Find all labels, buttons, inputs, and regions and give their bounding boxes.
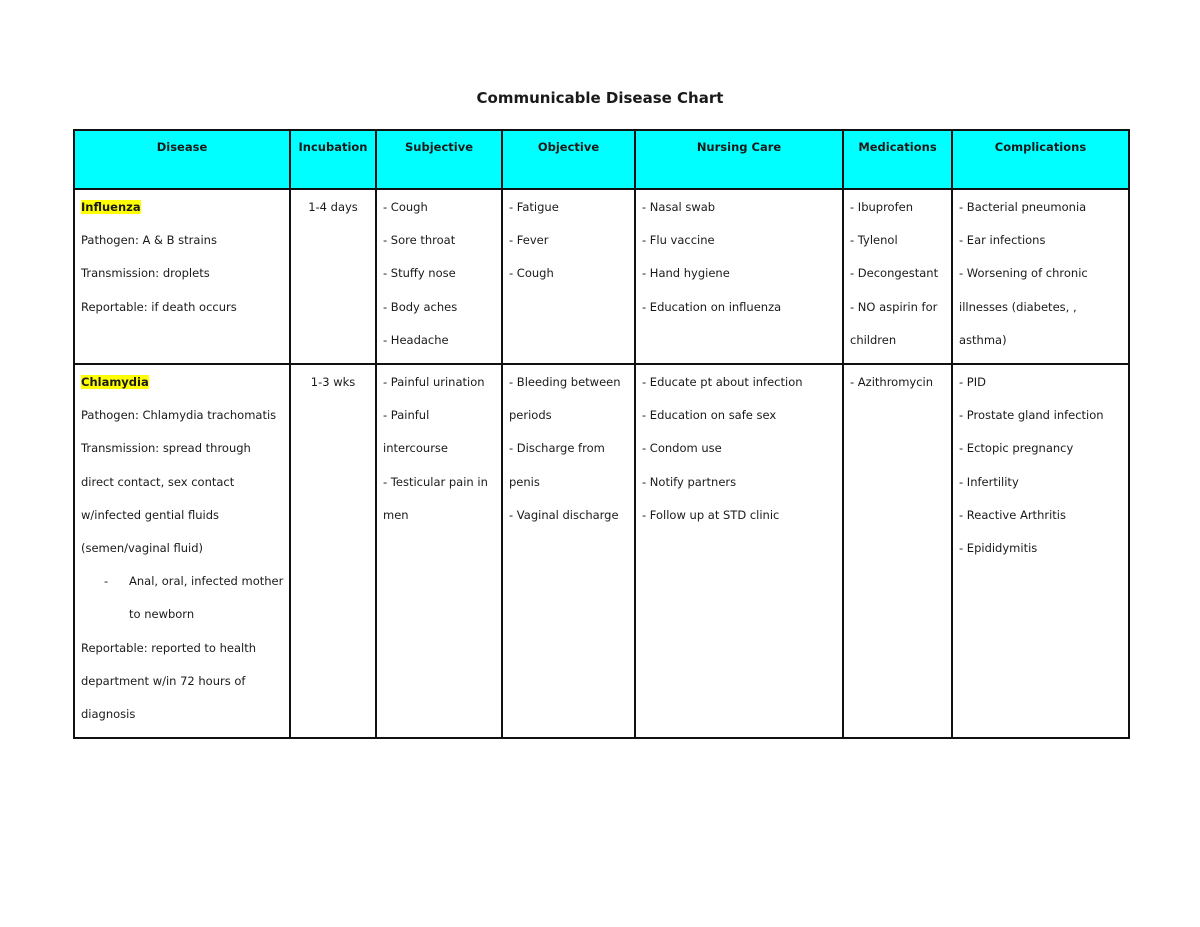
incubation-value: 1-4 days [308, 200, 358, 214]
disease-name: Influenza [81, 200, 141, 214]
disease-cell [74, 189, 290, 364]
medications-cell [843, 364, 952, 738]
disease-detail: Pathogen: A & B strains [81, 233, 217, 248]
nursing-care-item: - Condom use [642, 441, 722, 456]
nursing-care-item: - Follow up at STD clinic [642, 507, 780, 522]
subjective-item: - Stuffy nose [383, 266, 456, 281]
bullet-continuation: to newborn [129, 607, 195, 622]
incubation-value: 1-3 wks [310, 375, 356, 390]
subjective-item: intercourse [383, 441, 448, 456]
complications-cell [952, 189, 1129, 364]
column-header-nursing-care: Nursing Care [635, 130, 843, 189]
disease-detail: w/infected gential fluids [81, 507, 220, 522]
incubation-cell [290, 364, 376, 738]
disease-detail: Transmission: droplets [81, 266, 210, 281]
disease-table [73, 129, 1130, 739]
complication-item: - Prostate gland infection [959, 408, 1104, 423]
subjective-item: men [383, 507, 409, 522]
disease-detail: direct contact, sex contact [81, 474, 235, 489]
subjective-item: - Headache [383, 332, 449, 347]
nursing-care-item: - Educate pt about infection [642, 375, 803, 390]
complication-item: - Reactive Arthritis [959, 507, 1066, 522]
complication-item: illnesses (diabetes, , [959, 299, 1077, 314]
bullet-dash: - [104, 574, 109, 589]
complication-item: - Ectopic pregnancy [959, 441, 1074, 456]
column-header-incubation: Incubation [290, 130, 376, 189]
disease-detail: diagnosis [81, 707, 136, 722]
nursing-care-item: - Hand hygiene [642, 266, 730, 281]
objective-cell [502, 364, 635, 738]
nursing-care-item: - Education on safe sex [642, 408, 777, 423]
disease-detail: Reportable: reported to health [81, 640, 257, 655]
incubation-cell [290, 189, 376, 364]
column-header-complications: Complications [952, 130, 1129, 189]
complication-item: - PID [959, 375, 986, 390]
disease-detail: Reportable: if death occurs [81, 299, 237, 314]
nursing-care-cell [635, 364, 843, 738]
disease-bullet-item [81, 565, 283, 598]
nursing-care-item: - Flu vaccine [642, 233, 715, 248]
subjective-cell [376, 189, 502, 364]
complication-item: - Epididymitis [959, 541, 1038, 556]
disease-detail: Transmission: spread through [81, 441, 251, 456]
disease-detail: department w/in 72 hours of [81, 673, 246, 688]
subjective-item: - Testicular pain in [383, 474, 488, 489]
nursing-care-cell [635, 189, 843, 364]
nursing-care-item: - Notify partners [642, 474, 737, 489]
objective-item: - Fatigue [509, 200, 559, 214]
objective-item: - Vaginal discharge [509, 507, 619, 522]
complication-item: - Ear infections [959, 233, 1046, 248]
medication-item: - NO aspirin for [850, 299, 938, 314]
bullet-text: Anal, oral, infected mother [129, 574, 284, 589]
disease-detail: (semen/vaginal fluid) [81, 541, 204, 556]
medication-item: children [850, 332, 897, 347]
page-title: Communicable Disease Chart [476, 89, 724, 107]
complication-item: - Worsening of chronic [959, 266, 1088, 281]
table-row-influenza [74, 189, 1129, 364]
medication-item: - Tylenol [850, 233, 898, 248]
objective-cell [502, 189, 635, 364]
nursing-care-item: - Nasal swab [642, 200, 716, 214]
complication-item: - Infertility [959, 474, 1019, 489]
objective-item: penis [509, 474, 540, 489]
disease-cell [74, 364, 290, 738]
complications-cell [952, 364, 1129, 738]
table-row-chlamydia [74, 364, 1129, 738]
column-header-medications: Medications [843, 130, 952, 189]
column-header-subjective: Subjective [376, 130, 502, 189]
header-row [74, 130, 1129, 189]
objective-item: - Fever [509, 233, 549, 248]
disease-name: Chlamydia [81, 375, 149, 390]
complication-item: asthma) [959, 332, 1007, 347]
medication-item: - Azithromycin [850, 375, 934, 390]
column-header-disease: Disease [74, 130, 290, 189]
objective-item: - Bleeding between [509, 375, 621, 390]
objective-item: - Discharge from [509, 441, 605, 456]
subjective-item: - Cough [383, 200, 428, 214]
subjective-item: - Body aches [383, 299, 458, 314]
disease-detail: Pathogen: Chlamydia trachomatis [81, 408, 277, 423]
medication-item: - Decongestant [850, 266, 939, 281]
objective-item: - Cough [509, 266, 554, 281]
subjective-cell [376, 364, 502, 738]
column-header-objective: Objective [502, 130, 635, 189]
subjective-item: - Sore throat [383, 233, 456, 248]
subjective-item: - Painful urination [383, 375, 485, 390]
nursing-care-item: - Education on influenza [642, 299, 782, 314]
objective-item: periods [509, 408, 552, 423]
subjective-item: - Painful [383, 408, 430, 423]
complication-item: - Bacterial pneumonia [959, 200, 1087, 214]
medication-item: - Ibuprofen [850, 200, 914, 214]
medications-cell [843, 189, 952, 364]
